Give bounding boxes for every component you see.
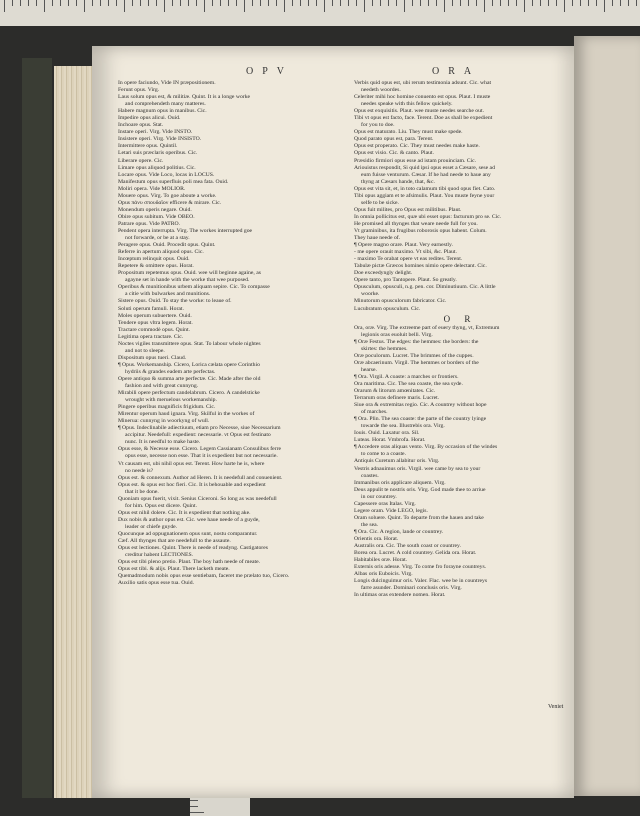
ruler-tick — [12, 0, 13, 6]
text-line: wrought with meruelous workemanship. — [125, 397, 217, 404]
text-line: Noctes vigiles transmittere opus. Stat. To labour whole nightes — [118, 340, 261, 347]
text-line: leader or chiefe guyde. — [125, 523, 178, 530]
left-column — [118, 80, 342, 587]
text-line: creditur habent LECTIONES. — [125, 552, 194, 559]
text-line: Antiquis Curetum allabitur oris. Virg. — [354, 458, 440, 465]
text-line: ¶ Oræ Festus. The edges: the hemmes: the borders: the — [354, 338, 479, 345]
text-line: Obire opus subitum. Vide OBEO. — [118, 213, 195, 220]
text-line: needes speake with this fellow quickely. — [361, 101, 453, 108]
text-line: Mouere opus. Virg. To goe aboute a worke. — [118, 192, 217, 199]
ruler-tick — [324, 0, 325, 12]
text-line: Celeriter mihi hoc homine conuento est opus. Plaut. I muste — [354, 94, 491, 101]
text-line: in our countrey. — [361, 493, 397, 500]
text-line: Opus esse, & Necesse esse. Cicero. Legem Cassianam Consulibus ferre — [118, 446, 281, 453]
text-line: ¶ Ora. Cic. A region, lande or countrey. — [354, 528, 444, 535]
text-line: Dux nobis & author opus est. Cic. wee haue neede of a guyde, — [118, 516, 260, 523]
ruler-tick — [332, 0, 333, 6]
ruler-tick — [4, 0, 5, 12]
ruler-tick — [20, 0, 21, 6]
text-line: Albas oris Euboicis. Virg. — [354, 571, 413, 578]
ruler-tick — [124, 0, 125, 12]
text-line: Tendere opus vltra legem. Horat. — [118, 319, 193, 326]
text-line: Oræ abcaerinum. Virgil. The hemmes or borders of the — [354, 359, 479, 366]
ruler-tick — [580, 0, 581, 6]
text-line: Manifestum opus superfluis poli mea fata. Ouid. — [118, 178, 229, 185]
text-line: ¶ Opus. Workemanship. Cicero, Lorica cælata opere Corinthio — [118, 361, 260, 368]
ruler-tick — [268, 0, 269, 6]
text-line: Opus est. & connexum. Author ad Heren. It is needefull and conuenient. — [118, 474, 283, 481]
ruler-tick — [516, 0, 517, 6]
ruler-tick — [292, 0, 293, 6]
text-line: Opus est. & opus est hoc fieri. Cic. It is behouable and expedient — [118, 481, 266, 488]
text-line: In omnia pollicitus est, quæ ubi esset opus: facturum pro se. Cic. — [354, 213, 502, 220]
ruler-tick — [532, 0, 533, 6]
ruler-tick — [596, 0, 597, 6]
text-line: Patrare opus. Vide PATRO. — [118, 220, 181, 227]
text-line: Limare opus aliquod politius. Cic. — [118, 164, 196, 171]
book-board — [22, 58, 52, 798]
ruler-tick — [84, 0, 85, 12]
text-line: Vt causam est, ubi nihil opus est. Terent. How harte he is, where — [118, 460, 265, 467]
text-line: needeth woordes. — [361, 87, 401, 94]
text-line: that it be done. — [125, 488, 159, 495]
text-line: Ariouistus respondit, Si quid ipsi opus esset a Cæsare, sese ad — [354, 164, 495, 171]
text-line: Opus est tibi pleno pretio. Plaut. The boy hath neede of meate. — [118, 559, 261, 566]
text-line: legionis oras euoluit belli. Virg. — [361, 331, 433, 338]
ruler-tick — [356, 0, 357, 6]
ruler-tick — [260, 0, 261, 6]
text-line: They haue neede of. — [354, 235, 401, 242]
ruler-tick — [548, 0, 549, 6]
ruler-tick — [500, 0, 501, 6]
ruler-tick — [460, 0, 461, 6]
ruler-tick — [108, 0, 109, 6]
text-line: In opere faciundo, Vide IN præpositionem. — [118, 80, 216, 86]
ruler-tick — [588, 0, 589, 6]
text-line: Ora, oræ. Virg. The extreeme part of euery thyng, vt, Extremum — [354, 324, 500, 331]
ruler-tick — [508, 0, 509, 6]
ruler-tick — [92, 0, 93, 6]
text-line: thyng at Cæsars hande, that, &c. — [361, 178, 435, 185]
right-column-ora — [354, 325, 566, 600]
text-line: Terrarum oras definere maris. Lucret. — [354, 395, 440, 402]
ruler-tick — [372, 0, 373, 6]
text-line: Borea ora. Lucret. A cold countrey. Gelida ora. Horat. — [354, 550, 477, 557]
ruler-tick — [628, 0, 629, 6]
ruler-tick — [396, 0, 397, 6]
text-line: Tibi opus aggiam et te afsimulis. Plaut. You muste feyne your — [354, 192, 495, 199]
text-line: the sea. — [361, 521, 379, 528]
text-line: - maximo Te orabat opere vt eas redites. Terent. — [354, 256, 463, 263]
text-line: Soluti operum famuli. Horat. — [118, 305, 184, 312]
text-line: agayne set in hande with the worke that wee purposed. — [125, 277, 250, 284]
text-line: Impedire opus alicui. Ouid. — [118, 115, 181, 122]
ruler-tick — [252, 0, 253, 6]
text-line: Opere antiquo & summa arte perfectæ. Cic. Made after the old — [118, 375, 261, 382]
ruler-tick — [44, 0, 45, 12]
text-line: Operibus & munitionibus urbem aliquam sepire. Cic. To compasse — [118, 284, 270, 291]
text-line: Minerua: cunnyng in woorkyng of wull. — [118, 418, 210, 425]
ruler-tick — [412, 0, 413, 6]
ruler-tick — [636, 0, 637, 6]
text-line: Monendum operis negare. Ouid. — [118, 206, 192, 213]
text-line: Orientis ora. Horat. — [354, 536, 399, 542]
text-line: Præsidio firmiori opus esse ad istam prouinciam. Cic. — [354, 157, 477, 164]
text-line: Liberare opere. Cic. — [118, 157, 164, 164]
text-line: Capessere oras Italas. Virg. — [354, 500, 416, 507]
text-line: ¶ Opus. Indeclinabile adiectiuum, etiam pro Necesse, siue Necessarium — [118, 425, 281, 432]
text-line: In ultimas oras extendere nomen. Horat. — [354, 592, 446, 599]
text-line: Luteas. Horat. Vmbrofa. Horat. — [354, 437, 426, 444]
ruler-tick — [196, 0, 197, 6]
text-line: towarde the sea. Illustrebis ora. Virg. — [361, 423, 445, 430]
text-line: Ora maritima. Cic. The sea coaste, the sea syde. — [354, 380, 463, 387]
ruler-tick — [68, 0, 69, 6]
text-line: Propositum repetemus opus. Ouid. wee will beginne againe, as — [118, 270, 261, 277]
text-line: ¶ Opere magno orare. Plaut. Very earnestly. — [354, 242, 453, 249]
text-line: Opus est exquisitis. Plaut. wee muste needes searche out. — [354, 108, 484, 115]
ruler-tick — [604, 0, 605, 12]
text-line: ¶ Ora. Virgil. A coaste: a marches or frontiers. — [354, 373, 459, 380]
text-line: He promised all thynges that weare neede full for you. — [354, 220, 478, 227]
ruler-tick — [220, 0, 221, 6]
text-line: Orarum & litorum amœnitates. Cic. — [354, 388, 436, 395]
ruler-tick — [36, 0, 37, 6]
ruler-top — [0, 0, 640, 26]
text-line: eum fuisse venturum. Cæsar. If he had neede to haue any — [361, 171, 491, 178]
ruler-tick — [364, 0, 365, 12]
text-line: opus esse, necesse non esse. That it is expedient but not necessarie. — [125, 453, 278, 460]
text-line: Opus est tibi. & alijs. Plaut. There lacketh meate. — [118, 566, 230, 573]
text-line: hydriis & grandes eadem arte perfectas. — [125, 368, 216, 375]
text-line: Quod parato opus est, para. Terent. — [354, 136, 434, 143]
ruler-tick — [388, 0, 389, 6]
text-line: Tibi vt opus est facto, face. Terent. Doe as shall be expedient — [354, 115, 493, 122]
text-line: Quoniam opus fuerit, vixit. Senius Ciceroni. So long as was needefull — [118, 495, 277, 502]
text-line: Vestris adnauimus oris. Virgil. wee came by sea to your — [354, 465, 481, 472]
text-line: Opus πάνυ σπουδαῖον efficere & mirare. Cic. — [118, 199, 222, 206]
text-line: Referre in apertum aliquod opus. Cic. — [118, 249, 204, 256]
ruler-tick — [180, 0, 181, 6]
text-line: Cæf. All thynges that are needefull to the assaute. — [118, 538, 231, 545]
ruler-tick — [452, 0, 453, 6]
text-line: a citie with bulwarkes and munitions. — [125, 291, 211, 298]
ruler-tick — [404, 0, 405, 12]
ruler-tick — [140, 0, 141, 6]
text-line: woorke. — [361, 291, 380, 298]
text-line: Instare operi. Virg. Vide INSTO. — [118, 129, 193, 136]
text-line: Repetere & omittere opus. Horat. — [118, 263, 194, 270]
ruler-tick — [492, 0, 493, 6]
text-line: Moles operum subuertere. Ouid. — [118, 312, 192, 319]
ruler-tick — [436, 0, 437, 6]
text-line: Externis oris adesse. Virg. To come fro forayne countreys. — [354, 564, 487, 571]
text-line: Opus fuit milites, pro Opus est militibus. Plaut. — [354, 206, 462, 213]
text-line: accipitur. Needefull: expedient: necessarie. vt Opus est festinato — [125, 432, 271, 439]
text-line: Opus est vita sit, et, in toto calamum tibi quod opus fiet. Cato. — [354, 185, 496, 192]
text-line: ¶ Ora. Plin. The sea coaste: the parte of the country lyinge — [354, 416, 487, 423]
text-line: Tabulæ pictæ Græcos homines nimio opere delectant. Cic. — [354, 263, 487, 270]
ruler-tick — [76, 0, 77, 6]
text-line: Pendent opera interrupta. Virg. The workes interrupted goe — [118, 227, 253, 234]
text-line: Mirentur operum haud ignara. Virg. Skilful in the workes of — [118, 411, 255, 418]
ruler-tick — [380, 0, 381, 6]
ruler-tick — [172, 0, 173, 6]
ruler-tick — [476, 0, 477, 6]
text-line: Peragere opus. Ouid. Procedit opus. Quint. — [118, 242, 216, 249]
right-column — [354, 80, 566, 599]
ruler-tick — [100, 0, 101, 6]
ruler-tick — [300, 0, 301, 6]
ruler-tick — [228, 0, 229, 6]
section-heading: O R — [443, 313, 477, 324]
text-line: for you to doe. — [361, 122, 395, 129]
text-line: Quocunque ad oppugnationem opus sunt, nostu comparantur. — [118, 531, 258, 537]
text-line: fashion and with great cunnyng. — [125, 383, 199, 390]
text-line: Siue ora & extremitas regio. Cic. A countrey without hope — [354, 402, 487, 409]
text-line: coastes. — [361, 472, 379, 479]
text-line: Quemadmodum nobis opus esse sentiebam, faceret me prælato tuo, Cicero. — [118, 573, 290, 580]
text-line: Legitima opera tractare. Cic. — [118, 333, 184, 340]
text-line: Moliri opera. Vide MOLIOR. — [118, 185, 186, 192]
ruler-tick — [116, 0, 117, 6]
text-line: Opere tanto, pro Tantopere. Plaut. So greatly. — [354, 277, 457, 284]
text-line: not forwarde, or be at a stay. — [125, 235, 190, 242]
ruler-tick — [348, 0, 349, 6]
ruler-tick — [444, 0, 445, 12]
text-line: Legere oram. Vide LEGO, legis. — [354, 507, 428, 514]
text-line: Dispositum opus tueri. Claud. — [118, 354, 187, 361]
ruler-tick — [316, 0, 317, 6]
text-line: Ferunt opus. Virg. — [118, 87, 160, 94]
ruler-tick — [52, 0, 53, 6]
text-line: Insistere operi. Virg. Vide INSISTO. — [118, 136, 202, 143]
text-line: Longis dulcinguimur oris. Valer. Flac. wee be in countreys — [354, 578, 488, 585]
text-line: Auxilio satis opus esse tua. Ouid. — [118, 580, 194, 587]
ruler-tick — [190, 800, 198, 801]
text-line: Immanibus oris applicare aliquem. Virg. — [354, 479, 446, 486]
text-line: ¶ Accedere oras aliquas vento. Virg. By occasion of the windes — [354, 444, 498, 451]
text-line: Opus est lectiones. Quint. There is neede of readyng. Castigatores — [118, 545, 268, 552]
text-line: no neede is? — [125, 467, 154, 474]
ruler-tick — [428, 0, 429, 6]
text-line: skirtes: the hemmes. — [361, 345, 408, 352]
ruler-tick — [276, 0, 277, 6]
text-line: of marches. — [361, 409, 388, 416]
text-line: Locare opus. Vide Loco, locas in LOCUS. — [118, 171, 215, 178]
ruler-tick — [540, 0, 541, 6]
text-line: hearse. — [361, 366, 377, 373]
text-line: - me opere orauit maximo. Vt sibi, &c. Plaut. — [354, 249, 457, 256]
text-line: nunc. It is needful to make haste. — [125, 439, 201, 446]
ruler-tick — [236, 0, 237, 6]
text-line: Verbis quid opus est, ubi rerum testimonia adsunt. Cic. what — [354, 80, 492, 86]
text-line: Doe exceedyngly delight. — [354, 270, 413, 277]
text-line: selfe to be sicke. — [361, 199, 399, 206]
ruler-tick — [564, 0, 565, 12]
ruler-tick — [284, 0, 285, 12]
ruler-tick — [132, 0, 133, 6]
text-line: Opus est maturato. Liu. They must make spede. — [354, 129, 463, 136]
right-column-opus — [354, 80, 566, 313]
ruler-tick — [164, 0, 165, 12]
ruler-tick — [556, 0, 557, 6]
text-line: Oram soluere. Quint. To departe from the hauen and take — [354, 514, 484, 521]
text-line: and not to sleepe. — [125, 347, 165, 354]
catchword: Veniet — [548, 704, 564, 710]
ruler-tick — [204, 0, 205, 12]
ruler-tick — [612, 0, 613, 6]
ruler-tick — [420, 0, 421, 6]
text-line: Laus solum opus est, & militiæ. Quint. It is a longe worke — [118, 94, 251, 101]
text-line: for him. Opus est dicere. Quint. — [125, 502, 198, 509]
running-head-left: OPV — [246, 66, 294, 77]
ruler-tick — [190, 806, 198, 807]
text-line: Deus appulit te nostris oris. Virg. God made thee to arriue — [354, 486, 486, 493]
running-head-right: ORA — [432, 66, 481, 77]
ruler-tick — [212, 0, 213, 6]
ruler-tick — [244, 0, 245, 12]
text-line: Incœptum relinquit opus. Ouid. — [118, 256, 190, 263]
text-line: and comprehendeth many matteres. — [125, 101, 206, 108]
text-line: Lucubratum opusculum. Cic. — [354, 305, 421, 312]
text-line: Tractare commodè opus. Quint. — [118, 326, 190, 333]
ruler-tick — [148, 0, 149, 6]
ruler-tick — [60, 0, 61, 6]
ruler-tick — [28, 0, 29, 6]
ruler-tick — [156, 0, 157, 6]
ruler-tick — [188, 0, 189, 6]
ruler-tick — [340, 0, 341, 6]
ruler-tick — [190, 812, 204, 813]
text-line: Opus est nihil dolere. Cic. It is expedient that nothing ake. — [118, 509, 251, 516]
text-line: Habitabiles oræ. Horat. — [354, 557, 408, 564]
text-line: Opusculum, opusculi, n.g. pen. cor. Diminutiuum. Cic. A little — [354, 284, 496, 291]
text-line: Intermittere opus. Quintil. — [118, 143, 178, 150]
ruler-tick — [620, 0, 621, 6]
text-line: Opus est visio. Cic. & canto. Plaut. — [354, 150, 434, 157]
ruler-tick — [484, 0, 485, 12]
text-line: Australis ora. Cic. The south coast or countrey. — [354, 543, 461, 550]
text-line: farre asunder. Dominari conclusis oris. Virg. — [361, 585, 462, 592]
text-line: Pingere operibus magnificis frigidum. Cic. — [118, 404, 216, 411]
text-line: Mirabili opere perfectum candelabrum. Cicero. A candelsticke — [118, 390, 260, 397]
text-line: Minutorum opusculorum fabricator. Cic. — [354, 298, 447, 305]
ruler-tick — [524, 0, 525, 12]
ruler-tick — [468, 0, 469, 6]
ruler-tick — [572, 0, 573, 6]
text-line: to come to a coaste. — [361, 451, 407, 458]
text-line: Oræ poculorum. Lucret. The brimmes of the cuppes. — [354, 352, 474, 359]
text-line: Vt graminibus, ita frugibus roborosis opus habent. Colum. — [354, 227, 487, 234]
text-line: Habere magnum opus in manibus. Cic. — [118, 108, 207, 115]
facing-page — [574, 36, 640, 796]
text-line: Letari suis præclaris operibus. Cic. — [118, 150, 198, 157]
text-line: Sistere opus. Ouid. To stay the worke: to leaue of. — [118, 298, 232, 305]
text-line: Iouis. Ouid. Laxatur ora. Sil. — [354, 430, 420, 437]
ruler-tick — [308, 0, 309, 6]
text-line: Opus est properato. Cic. They must needes make haste. — [354, 143, 480, 150]
text-line: Inchoare opus. Stat. — [118, 122, 164, 129]
